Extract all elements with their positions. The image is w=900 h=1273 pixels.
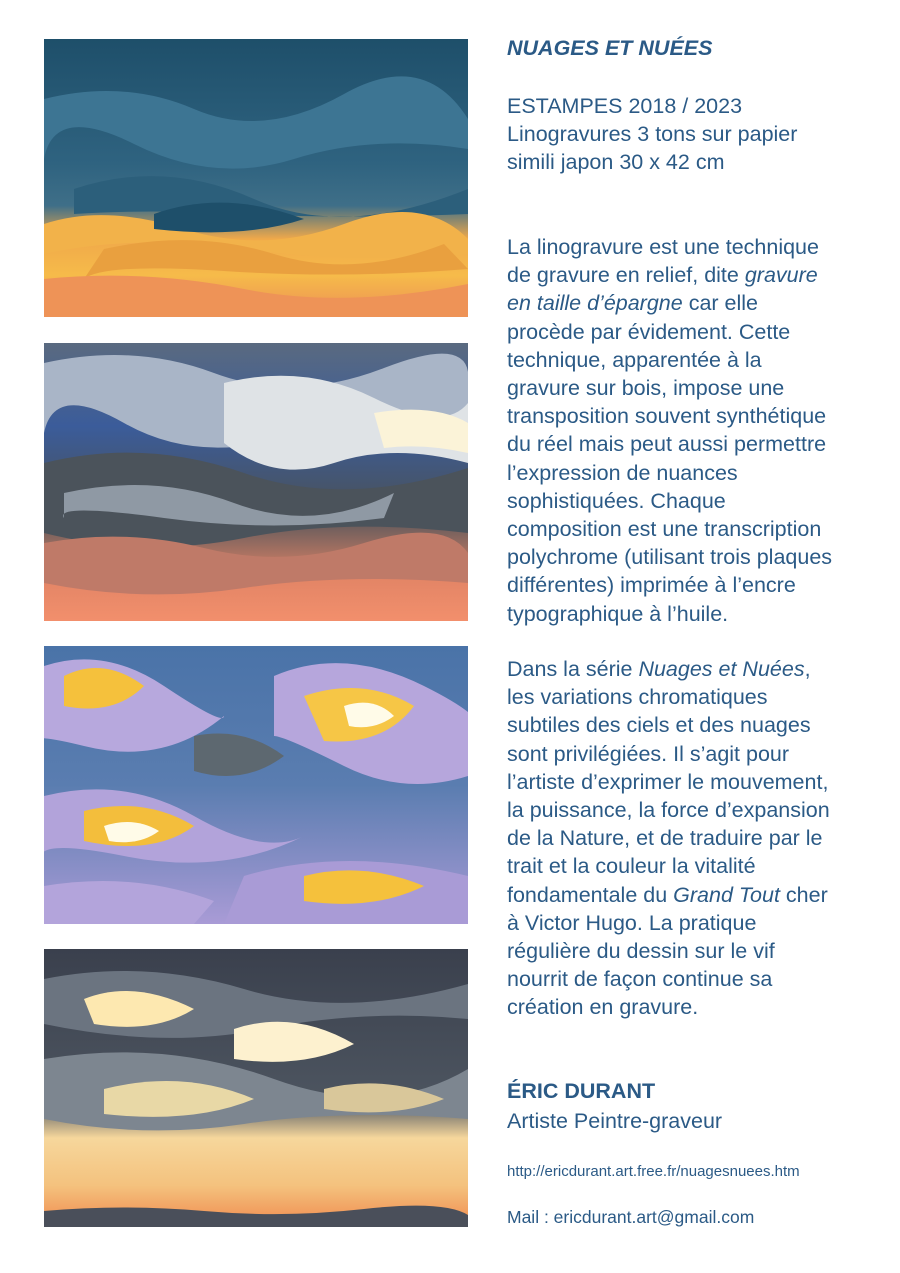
italic-term: en taille d’épargne: [507, 291, 683, 316]
details-line: simili japon 30 x 42 cm: [507, 150, 725, 175]
text-run: car elle: [682, 291, 759, 316]
text-line: création en gravure.: [507, 995, 699, 1020]
print-clouds-dark-sunrise: [44, 949, 468, 1227]
text-line: sont privilégiées. Il s’agit pour: [507, 741, 790, 766]
text-line: gravure sur bois, impose une: [507, 376, 785, 401]
artist-name: ÉRIC DURANT: [507, 1079, 656, 1103]
text-run: de gravure en relief, dite: [507, 263, 745, 288]
text-line: du réel mais peut aussi permettre: [507, 432, 827, 457]
italic-term: gravure: [744, 263, 818, 288]
text-line: [507, 881, 877, 909]
text-line: sophistiquées. Chaque: [507, 488, 726, 513]
text-line: typographique à l’huile.: [507, 601, 729, 626]
print-clouds-grey-blue-coral: [44, 343, 468, 621]
text-line: procède par évidement. Cette: [507, 319, 791, 344]
italic-term: Nuages et Nuées: [638, 657, 805, 681]
text-line: polychrome (utilisant trois plaques: [507, 545, 833, 570]
text-line: à Victor Hugo. La pratique: [507, 910, 757, 935]
text-run: ,: [804, 657, 811, 681]
text-run: cher: [779, 882, 828, 907]
text-run: fondamentale du: [507, 882, 674, 907]
text-run: Dans la série: [507, 657, 639, 681]
text-line: différentes) imprimée à l’encre: [507, 573, 796, 598]
text-line: nourrit de façon continue sa: [507, 967, 773, 992]
details-line: Linogravures 3 tons sur papier: [507, 122, 798, 147]
text-line: subtiles des ciels et des nuages: [507, 713, 811, 738]
text-line: [507, 289, 877, 317]
paragraph-technique: [507, 233, 877, 628]
text-line: régulière du dessin sur le vif: [507, 939, 775, 964]
text-line: [507, 261, 877, 289]
website-link[interactable]: http://ericdurant.art.free.fr/nuagesnuees.htm: [507, 1163, 800, 1180]
print-sunset-teal-orange: [44, 39, 468, 317]
text-line: transposition souvent synthétique: [507, 404, 827, 429]
text-line: l’artiste d’exprimer le mouvement,: [507, 769, 829, 794]
text-line: [507, 655, 877, 683]
text-line: composition est une transcription: [507, 517, 822, 542]
italic-term: Grand Tout: [673, 882, 780, 907]
text-line: trait et la couleur la vitalité: [507, 854, 756, 879]
page-title: NUAGES ET NUÉES: [507, 36, 713, 60]
text-line: la puissance, la force d’expansion: [507, 798, 830, 823]
text-line: l’expression de nuances: [507, 460, 738, 485]
text-line: La linogravure est une technique: [507, 235, 819, 259]
details-line: ESTAMPES 2018 / 2023: [507, 94, 743, 118]
paragraph-series: [507, 655, 877, 1022]
email-contact[interactable]: Mail : ericdurant.art@gmail.com: [507, 1207, 755, 1227]
print-clouds-lavender-gold: [44, 646, 468, 924]
text-line: de la Nature, et de traduire par le: [507, 826, 823, 851]
print-details: [507, 92, 877, 177]
artist-role: Artiste Peintre-graveur: [507, 1109, 723, 1133]
text-line: technique, apparentée à la: [507, 347, 762, 372]
text-line: les variations chromatiques: [507, 685, 768, 710]
